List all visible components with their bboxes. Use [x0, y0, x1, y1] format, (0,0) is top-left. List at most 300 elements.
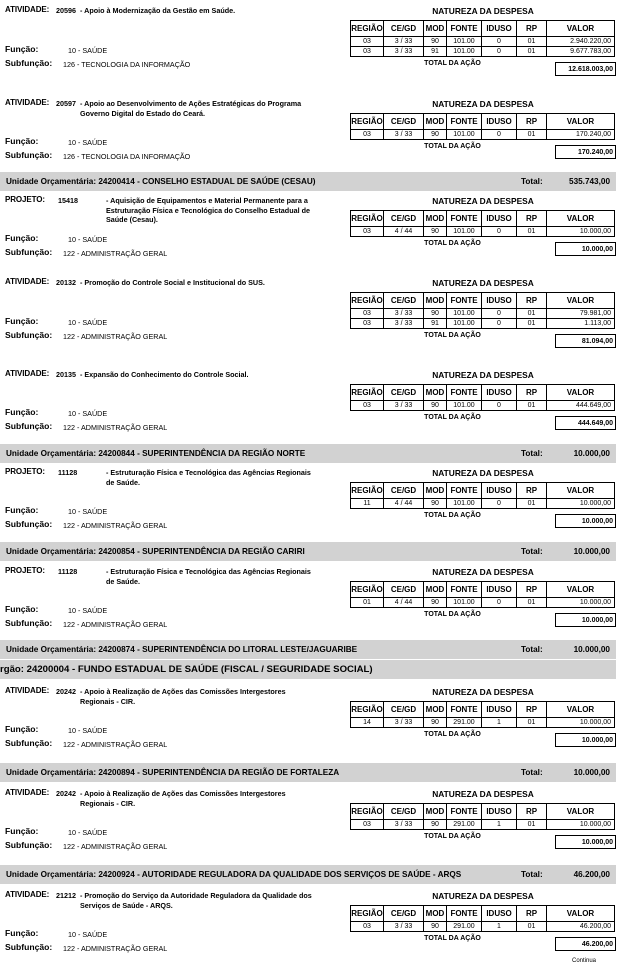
natureza-header: NATUREZA DA DESPESA — [432, 196, 534, 206]
expense-cell: 101.00 — [447, 130, 482, 140]
column-header: RP — [517, 21, 547, 37]
column-header: MOD — [424, 385, 447, 401]
unidade-total-value: 10.000,00 — [573, 645, 610, 654]
expense-cell: 46.200,00 — [547, 922, 615, 932]
column-header: CE/GD — [384, 21, 424, 37]
column-header: CE/GD — [384, 906, 424, 922]
column-header: VALOR — [547, 114, 615, 130]
expense-table — [350, 292, 615, 329]
funcao-value: 10 - SAÚDE — [68, 46, 108, 55]
subfuncao-value: 122 - ADMINISTRAÇÃO GERAL — [63, 423, 168, 432]
expense-cell: 90 — [424, 37, 447, 47]
total-da-acao-value: 81.094,00 — [555, 334, 616, 348]
natureza-header: NATUREZA DA DESPESA — [432, 687, 534, 697]
natureza-header: NATUREZA DA DESPESA — [432, 99, 534, 109]
expense-header-row — [351, 385, 615, 401]
column-header: MOD — [424, 21, 447, 37]
action-code: 15418 — [58, 196, 78, 205]
expense-cell: 101.00 — [447, 401, 482, 411]
expense-cell: 01 — [517, 401, 547, 411]
expense-cell: 0 — [482, 47, 517, 57]
column-header: IDUSO — [482, 21, 517, 37]
column-header: RP — [517, 906, 547, 922]
unidade-title: Unidade Orçamentária: 24200924 - AUTORIDADE REGULADORA DA QUALIDADE DOS SERVIÇOS DE SAÚDE - ARQS — [6, 870, 462, 879]
total-da-acao-label: TOTAL DA AÇÃO — [424, 935, 481, 942]
continued-note: Continua — [572, 958, 597, 964]
expense-cell: 01 — [517, 227, 547, 237]
action-block — [0, 686, 618, 766]
column-header: MOD — [424, 483, 447, 499]
unidade-title: Unidade Orçamentária: 24200854 - SUPERINTENDÊNCIA DA REGIÃO CARIRI — [6, 547, 305, 556]
expense-table — [350, 581, 615, 608]
column-header: MOD — [424, 114, 447, 130]
column-header: RP — [517, 804, 547, 820]
expense-cell: 03 — [351, 401, 384, 411]
expense-cell: 0 — [482, 319, 517, 329]
expense-cell: 10.000,00 — [547, 598, 615, 608]
unidade-title: Unidade Orçamentária: 24200894 - SUPERINTENDÊNCIA DA REGIÃO DE FORTALEZA — [6, 768, 340, 777]
expense-cell: 0 — [482, 130, 517, 140]
total-label: Total: — [521, 177, 543, 186]
expense-cell: 10.000,00 — [547, 227, 615, 237]
action-description — [80, 6, 318, 16]
funcao-label: Função: — [5, 928, 39, 938]
expense-cell: 1 — [482, 718, 517, 728]
expense-row — [351, 309, 615, 319]
column-header: FONTE — [447, 385, 482, 401]
funcao-label: Função: — [5, 44, 39, 54]
description-separator: - — [80, 6, 85, 15]
action-description-text: Apoio à Realização de Ações das Comissões Intergestores Regionais - CIR. — [80, 789, 286, 808]
total-label: Total: — [521, 645, 543, 654]
expense-cell: 10.000,00 — [547, 718, 615, 728]
expense-cell: 14 — [351, 718, 384, 728]
action-block — [0, 890, 618, 970]
funcao-value: 10 - SAÚDE — [68, 235, 108, 244]
total-da-acao-value: 10.000,00 — [555, 733, 616, 747]
expense-cell: 0 — [482, 37, 517, 47]
total-da-acao-value: 10.000,00 — [555, 835, 616, 849]
description-separator: - — [106, 567, 111, 576]
expense-cell: 3 / 33 — [384, 130, 424, 140]
column-header: FONTE — [447, 21, 482, 37]
column-header: FONTE — [447, 804, 482, 820]
expense-cell: 0 — [482, 401, 517, 411]
expense-cell: 101.00 — [447, 319, 482, 329]
column-header: VALOR — [547, 293, 615, 309]
expense-cell: 01 — [517, 130, 547, 140]
column-header: RP — [517, 483, 547, 499]
column-header: RP — [517, 702, 547, 718]
action-code: 20242 — [56, 789, 76, 798]
funcao-value: 10 - SAÚDE — [68, 138, 108, 147]
expense-cell: 03 — [351, 319, 384, 329]
expense-cell: 101.00 — [447, 309, 482, 319]
expense-cell: 0 — [482, 227, 517, 237]
action-description-text: Estruturação Física e Tecnológica das Agências Regionais de Saúde. — [106, 468, 311, 487]
expense-cell: 3 / 33 — [384, 47, 424, 57]
expense-header-row — [351, 804, 615, 820]
natureza-header: NATUREZA DA DESPESA — [432, 278, 534, 288]
description-separator: - — [80, 789, 85, 798]
column-header: REGIÃO — [351, 906, 384, 922]
column-header: REGIÃO — [351, 114, 384, 130]
action-type-label: ATIVIDADE: — [5, 98, 50, 107]
expense-row — [351, 598, 615, 608]
expense-cell: 90 — [424, 499, 447, 509]
action-block — [0, 98, 618, 178]
action-type-label: ATIVIDADE: — [5, 277, 50, 286]
action-code: 20132 — [56, 278, 76, 287]
orgao-bar — [0, 660, 616, 679]
column-header: IDUSO — [482, 906, 517, 922]
natureza-header: NATUREZA DA DESPESA — [432, 370, 534, 380]
action-block — [0, 277, 618, 357]
column-header: IDUSO — [482, 114, 517, 130]
total-da-acao-label: TOTAL DA AÇÃO — [424, 60, 481, 67]
expense-cell: 0 — [482, 309, 517, 319]
action-code: 20242 — [56, 687, 76, 696]
action-code: 20597 — [56, 99, 76, 108]
expense-cell: 01 — [517, 37, 547, 47]
unidade-total-value: 46.200,00 — [573, 870, 610, 879]
total-da-acao-value: 10.000,00 — [555, 514, 616, 528]
expense-cell: 03 — [351, 130, 384, 140]
column-header: REGIÃO — [351, 293, 384, 309]
expense-cell: 101.00 — [447, 37, 482, 47]
description-separator: - — [106, 468, 111, 477]
expense-row — [351, 820, 615, 830]
column-header: MOD — [424, 804, 447, 820]
description-separator: - — [106, 196, 111, 205]
expense-cell: 90 — [424, 309, 447, 319]
action-code: 20135 — [56, 370, 76, 379]
expense-cell: 3 / 33 — [384, 718, 424, 728]
column-header: RP — [517, 293, 547, 309]
column-header: VALOR — [547, 483, 615, 499]
expense-table — [350, 905, 615, 932]
total-label: Total: — [521, 547, 543, 556]
action-description — [106, 567, 318, 586]
funcao-label: Função: — [5, 316, 39, 326]
action-description-text: Promoção do Serviço da Autoridade Reguladora da Qualidade dos Serviços de Saúde - ARQS. — [80, 891, 312, 910]
expense-cell: 03 — [351, 922, 384, 932]
expense-cell: 101.00 — [447, 47, 482, 57]
expense-cell: 01 — [517, 499, 547, 509]
expense-header-row — [351, 114, 615, 130]
description-separator: - — [80, 99, 85, 108]
subfuncao-value: 122 - ADMINISTRAÇÃO GERAL — [63, 944, 168, 953]
expense-header-row — [351, 293, 615, 309]
total-da-acao-label: TOTAL DA AÇÃO — [424, 143, 481, 150]
expense-row — [351, 718, 615, 728]
expense-cell: 01 — [351, 598, 384, 608]
expense-cell: 1.113,00 — [547, 319, 615, 329]
expense-cell: 3 / 33 — [384, 820, 424, 830]
expense-cell: 03 — [351, 820, 384, 830]
action-code: 11128 — [58, 567, 78, 576]
expense-table — [350, 20, 615, 57]
expense-cell: 90 — [424, 598, 447, 608]
expense-cell: 101.00 — [447, 227, 482, 237]
expense-cell: 03 — [351, 309, 384, 319]
total-da-acao-label: TOTAL DA AÇÃO — [424, 731, 481, 738]
funcao-value: 10 - SAÚDE — [68, 726, 108, 735]
funcao-value: 10 - SAÚDE — [68, 606, 108, 615]
natureza-header: NATUREZA DA DESPESA — [432, 567, 534, 577]
action-code: 11128 — [58, 468, 78, 477]
total-da-acao-value: 10.000,00 — [555, 613, 616, 627]
subfuncao-label: Subfunção: — [5, 618, 53, 628]
action-description — [80, 278, 318, 288]
expense-cell: 03 — [351, 37, 384, 47]
action-code: 21212 — [56, 891, 76, 900]
description-separator: - — [80, 278, 85, 287]
expense-table — [350, 113, 615, 140]
column-header: REGIÃO — [351, 211, 384, 227]
expense-table — [350, 384, 615, 411]
column-header: REGIÃO — [351, 702, 384, 718]
column-header: MOD — [424, 702, 447, 718]
action-type-label: PROJETO: — [5, 195, 45, 204]
subfuncao-value: 126 - TECNOLOGIA DA INFORMAÇÃO — [63, 152, 191, 161]
funcao-label: Função: — [5, 136, 39, 146]
subfuncao-value: 122 - ADMINISTRAÇÃO GERAL — [63, 521, 168, 530]
expense-cell: 170.240,00 — [547, 130, 615, 140]
funcao-label: Função: — [5, 233, 39, 243]
unidade-title: Unidade Orçamentária: 24200874 - SUPERINTENDÊNCIA DO LITORAL LESTE/JAGUARIBE — [6, 645, 358, 654]
subfuncao-label: Subfunção: — [5, 738, 53, 748]
expense-cell: 03 — [351, 227, 384, 237]
expense-cell: 01 — [517, 319, 547, 329]
subfuncao-label: Subfunção: — [5, 840, 53, 850]
unidade-orcamentaria-bar — [0, 763, 616, 782]
action-description — [80, 687, 318, 706]
orgao-title: rgão: 24200004 - FUNDO ESTADUAL DE SAÚDE (FISCAL / SEGURIDADE SOCIAL) — [0, 664, 373, 675]
total-label: Total: — [521, 768, 543, 777]
column-header: FONTE — [447, 582, 482, 598]
unidade-orcamentaria-bar — [0, 444, 616, 463]
column-header: VALOR — [547, 385, 615, 401]
expense-header-row — [351, 211, 615, 227]
action-description-text: Apoio ao Desenvolvimento de Ações Estratégicas do Programa Governo Digital do Estado do Ceará. — [80, 99, 302, 118]
column-header: VALOR — [547, 582, 615, 598]
column-header: CE/GD — [384, 293, 424, 309]
expense-cell: 90 — [424, 130, 447, 140]
unidade-orcamentaria-bar — [0, 640, 616, 659]
subfuncao-value: 122 - ADMINISTRAÇÃO GERAL — [63, 332, 168, 341]
subfuncao-value: 122 - ADMINISTRAÇÃO GERAL — [63, 249, 168, 258]
total-da-acao-label: TOTAL DA AÇÃO — [424, 332, 481, 339]
action-block — [0, 788, 618, 868]
action-description — [106, 196, 318, 225]
expense-cell: 90 — [424, 401, 447, 411]
column-header: CE/GD — [384, 385, 424, 401]
column-header: VALOR — [547, 804, 615, 820]
column-header: VALOR — [547, 906, 615, 922]
column-header: MOD — [424, 582, 447, 598]
expense-cell: 91 — [424, 319, 447, 329]
expense-cell: 4 / 44 — [384, 499, 424, 509]
expense-cell: 3 / 33 — [384, 309, 424, 319]
column-header: IDUSO — [482, 702, 517, 718]
column-header: VALOR — [547, 21, 615, 37]
funcao-label: Função: — [5, 604, 39, 614]
natureza-header: NATUREZA DA DESPESA — [432, 6, 534, 16]
action-block — [0, 369, 618, 449]
action-description-text: Aquisição de Equipamentos e Material Permanente para a Estruturação Física e Tecnológica do Conselho Estadual de Saúde (Cesau). — [106, 196, 310, 224]
column-header: FONTE — [447, 293, 482, 309]
expense-cell: 3 / 33 — [384, 37, 424, 47]
column-header: MOD — [424, 293, 447, 309]
subfuncao-value: 122 - ADMINISTRAÇÃO GERAL — [63, 842, 168, 851]
unidade-total-value: 10.000,00 — [573, 449, 610, 458]
expense-header-row — [351, 483, 615, 499]
expense-cell: 01 — [517, 47, 547, 57]
column-header: IDUSO — [482, 483, 517, 499]
subfuncao-label: Subfunção: — [5, 150, 53, 160]
expense-cell: 2.940.220,00 — [547, 37, 615, 47]
column-header: VALOR — [547, 702, 615, 718]
expense-cell: 291.00 — [447, 718, 482, 728]
column-header: IDUSO — [482, 211, 517, 227]
subfuncao-label: Subfunção: — [5, 330, 53, 340]
expense-cell: 3 / 33 — [384, 319, 424, 329]
subfuncao-label: Subfunção: — [5, 58, 53, 68]
expense-row — [351, 47, 615, 57]
expense-cell: 90 — [424, 718, 447, 728]
action-description — [106, 468, 318, 487]
column-header: REGIÃO — [351, 21, 384, 37]
expense-cell: 3 / 33 — [384, 401, 424, 411]
action-block — [0, 195, 618, 275]
funcao-label: Função: — [5, 724, 39, 734]
total-da-acao-label: TOTAL DA AÇÃO — [424, 240, 481, 247]
action-description-text: Apoio à Modernização da Gestão em Saúde. — [84, 6, 236, 15]
total-da-acao-value: 10.000,00 — [555, 242, 616, 256]
expense-cell: 0 — [482, 598, 517, 608]
expense-cell: 01 — [517, 598, 547, 608]
column-header: IDUSO — [482, 804, 517, 820]
natureza-header: NATUREZA DA DESPESA — [432, 891, 534, 901]
total-da-acao-label: TOTAL DA AÇÃO — [424, 611, 481, 618]
expense-cell: 01 — [517, 309, 547, 319]
column-header: CE/GD — [384, 702, 424, 718]
funcao-value: 10 - SAÚDE — [68, 409, 108, 418]
funcao-value: 10 - SAÚDE — [68, 507, 108, 516]
column-header: VALOR — [547, 211, 615, 227]
expense-cell: 291.00 — [447, 820, 482, 830]
unidade-orcamentaria-bar — [0, 172, 616, 191]
action-description-text: Apoio à Realização de Ações das Comissões Intergestores Regionais - CIR. — [80, 687, 286, 706]
column-header: FONTE — [447, 906, 482, 922]
column-header: MOD — [424, 211, 447, 227]
action-description-text: Estruturação Física e Tecnológica das Agências Regionais de Saúde. — [106, 567, 311, 586]
column-header: CE/GD — [384, 114, 424, 130]
expense-cell: 03 — [351, 47, 384, 57]
column-header: REGIÃO — [351, 804, 384, 820]
expense-row — [351, 499, 615, 509]
total-label: Total: — [521, 870, 543, 879]
expense-table — [350, 803, 615, 830]
expense-cell: 11 — [351, 499, 384, 509]
subfuncao-value: 122 - ADMINISTRAÇÃO GERAL — [63, 740, 168, 749]
column-header: REGIÃO — [351, 483, 384, 499]
column-header: IDUSO — [482, 293, 517, 309]
expense-cell: 0 — [482, 499, 517, 509]
expense-header-row — [351, 702, 615, 718]
unidade-total-value: 535.743,00 — [569, 177, 610, 186]
expense-row — [351, 130, 615, 140]
action-type-label: PROJETO: — [5, 566, 45, 575]
natureza-header: NATUREZA DA DESPESA — [432, 789, 534, 799]
action-block — [0, 5, 618, 85]
expense-cell: 4 / 44 — [384, 227, 424, 237]
action-description — [80, 789, 318, 808]
column-header: MOD — [424, 906, 447, 922]
column-header: RP — [517, 385, 547, 401]
expense-table — [350, 482, 615, 509]
subfuncao-value: 122 - ADMINISTRAÇÃO GERAL — [63, 620, 168, 629]
expense-header-row — [351, 906, 615, 922]
expense-cell: 79.981,00 — [547, 309, 615, 319]
funcao-value: 10 - SAÚDE — [68, 828, 108, 837]
column-header: RP — [517, 114, 547, 130]
description-separator: - — [80, 687, 85, 696]
column-header: FONTE — [447, 702, 482, 718]
action-type-label: ATIVIDADE: — [5, 890, 50, 899]
subfuncao-label: Subfunção: — [5, 519, 53, 529]
expense-table — [350, 701, 615, 728]
subfuncao-label: Subfunção: — [5, 942, 53, 952]
unidade-total-value: 10.000,00 — [573, 547, 610, 556]
total-da-acao-label: TOTAL DA AÇÃO — [424, 833, 481, 840]
action-description — [80, 99, 318, 118]
expense-cell: 101.00 — [447, 598, 482, 608]
column-header: FONTE — [447, 211, 482, 227]
expense-cell: 1 — [482, 922, 517, 932]
action-type-label: ATIVIDADE: — [5, 5, 50, 14]
column-header: IDUSO — [482, 582, 517, 598]
expense-row — [351, 401, 615, 411]
expense-cell: 3 / 33 — [384, 922, 424, 932]
expense-cell: 10.000,00 — [547, 820, 615, 830]
action-code: 20596 — [56, 6, 76, 15]
expense-table — [350, 210, 615, 237]
funcao-value: 10 - SAÚDE — [68, 318, 108, 327]
expense-cell: 90 — [424, 922, 447, 932]
column-header: REGIÃO — [351, 582, 384, 598]
expense-cell: 90 — [424, 227, 447, 237]
funcao-label: Função: — [5, 826, 39, 836]
total-da-acao-value: 170.240,00 — [555, 145, 616, 159]
column-header: REGIÃO — [351, 385, 384, 401]
expense-cell: 10.000,00 — [547, 499, 615, 509]
expense-cell: 1 — [482, 820, 517, 830]
unidade-title: Unidade Orçamentária: 24200414 - CONSELHO ESTADUAL DE SAÚDE (CESAU) — [6, 177, 316, 186]
expense-cell: 01 — [517, 922, 547, 932]
expense-cell: 291.00 — [447, 922, 482, 932]
column-header: CE/GD — [384, 804, 424, 820]
action-block — [0, 566, 618, 646]
total-da-acao-value: 12.618.003,00 — [555, 62, 616, 76]
total-da-acao-label: TOTAL DA AÇÃO — [424, 414, 481, 421]
expense-cell: 01 — [517, 718, 547, 728]
description-separator: - — [80, 891, 85, 900]
total-da-acao-label: TOTAL DA AÇÃO — [424, 512, 481, 519]
expense-row — [351, 922, 615, 932]
unidade-orcamentaria-bar — [0, 865, 616, 884]
